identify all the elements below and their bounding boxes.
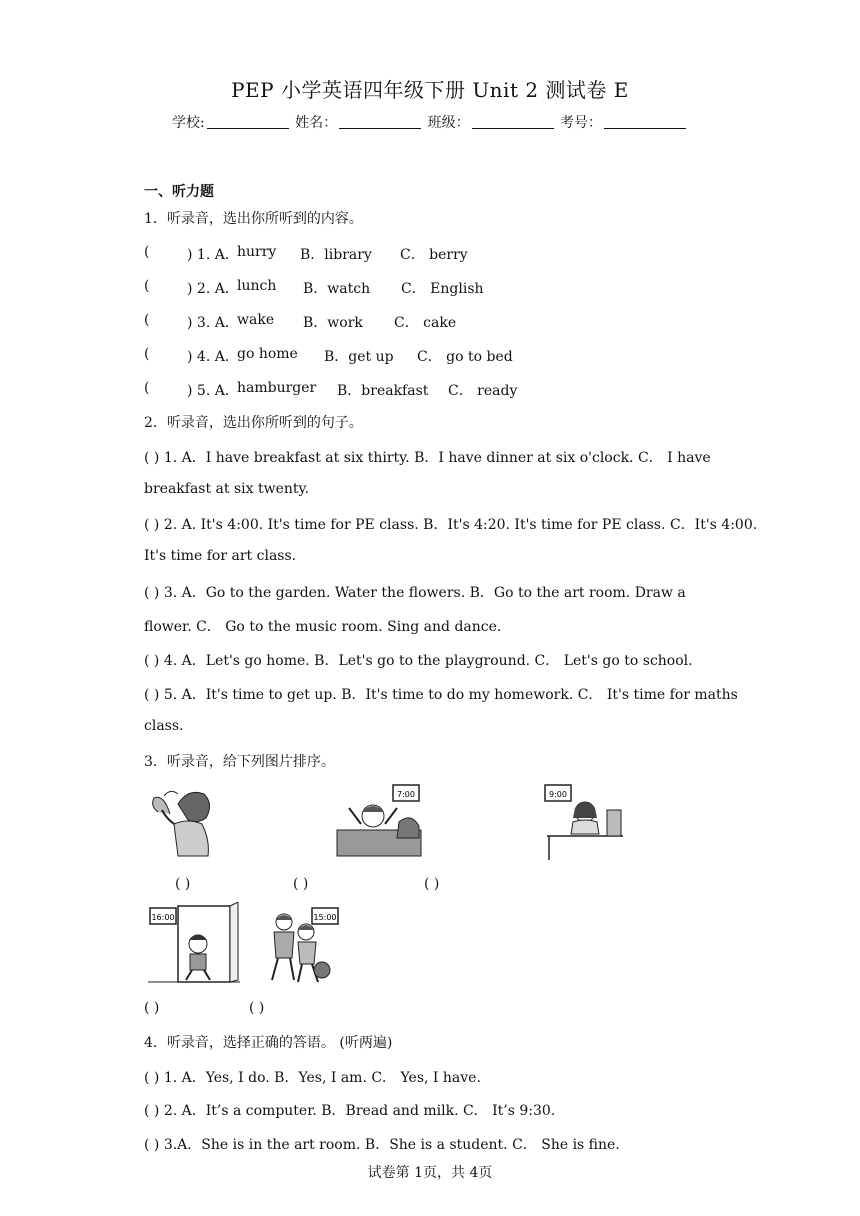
q1-option-c: C． ready <box>448 383 518 399</box>
q1-item-num: ) 3. A． <box>187 315 239 331</box>
q4-line: ( ) 3.A．She is in the art room. B．She is a student. C． She is fine. <box>144 1137 620 1153</box>
q2-line: flower. C． Go to the music room. Sing and dance. <box>144 619 502 635</box>
class-label: 班级： <box>427 115 470 131</box>
class-blank[interactable] <box>472 114 554 129</box>
reading-desk-picture <box>543 782 625 862</box>
q1-item-num: ) 1. A． <box>187 247 239 263</box>
school-label: 学校: <box>171 115 205 131</box>
q4-title: 4．听录音，选择正确的答语。 (听两遍) <box>144 1035 393 1051</box>
q2-line: breakfast at six twenty. <box>144 481 310 497</box>
q1-item-num: ) 5. A． <box>187 383 239 399</box>
q2-line: class. <box>144 718 184 734</box>
q1-option-c: C． cake <box>394 315 457 331</box>
picture-order-blank[interactable]: ( ) <box>424 876 440 892</box>
picture-order-blank[interactable]: ( ) <box>249 1000 265 1016</box>
picture-order-blank[interactable]: ( ) <box>293 876 309 892</box>
going-home-picture <box>146 902 242 984</box>
q2-line: It's time for art class. <box>144 548 297 564</box>
q1-option-b: B．watch <box>303 281 371 297</box>
q2-line: ( ) 1. A．I have breakfast at six thirty. B．I have dinner at six o'clock. C． I have <box>144 450 711 466</box>
q4-line: ( ) 2. A．It’s a computer. B．Bread and milk. C． It’s 9:30. <box>144 1103 556 1119</box>
washing-face-picture <box>148 784 218 860</box>
q1-option-a: hamburger <box>237 380 317 396</box>
q1-item-num: ) 4. A． <box>187 349 239 365</box>
clock-7-label: 7:00 <box>397 790 415 799</box>
q2-line: ( ) 3. A．Go to the garden. Water the flowers. B．Go to the art room. Draw a <box>144 585 686 601</box>
exam-no-label: 考号： <box>560 115 603 131</box>
clock-16-label: 16:00 <box>151 913 175 922</box>
q1-option-a: lunch <box>237 278 277 294</box>
student-info <box>0 112 860 132</box>
wake-up-picture <box>335 782 425 858</box>
q1-option-a: go home <box>237 346 298 362</box>
q3-title: 3．听录音，给下列图片排序。 <box>144 754 335 770</box>
q1-option-c: C． go to bed <box>417 349 513 365</box>
q1-option-b: B．breakfast <box>337 383 429 399</box>
clock-9-label: 9:00 <box>549 790 567 799</box>
q1-item-num: ) 2. A． <box>187 281 239 297</box>
q2-line: ( ) 2. A. It's 4:00. It's time for PE class. B．It's 4:20. It's time for PE class. C．It's 4:00. <box>144 517 758 533</box>
q4-line: ( ) 1. A．Yes, I do. B．Yes, I am. C． Yes, I have. <box>144 1070 481 1086</box>
q1-option-b: B．library <box>300 247 372 263</box>
q2-line: ( ) 5. A．It's time to get up. B．It's time to do my homework. C． It's time for maths <box>144 687 738 703</box>
q1-option-b: B．work <box>303 315 363 331</box>
playing-basketball-picture <box>262 904 342 986</box>
q2-title: 2．听录音，选出你所听到的句子。 <box>144 415 363 431</box>
q1-option-a: wake <box>237 312 275 328</box>
page-title: PEP 小学英语四年级下册 Unit 2 测试卷 E <box>231 78 629 102</box>
page-footer: 试卷第 1页，共 4页 <box>367 1165 493 1181</box>
q2-line: ( ) 4. A．Let's go home. B．Let's go to the playground. C． Let's go to school. <box>144 653 693 669</box>
q1-option-c: C． English <box>401 281 484 297</box>
picture-order-blank[interactable]: ( ) <box>175 876 191 892</box>
name-label: 姓名： <box>295 115 338 131</box>
q1-option-b: B．get up <box>324 349 394 365</box>
section-title-listening: 一、听力题 <box>144 184 214 200</box>
name-blank[interactable] <box>339 114 421 129</box>
picture-order-blank[interactable]: ( ) <box>144 1000 160 1016</box>
q1-title: 1．听录音，选出你所听到的内容。 <box>144 211 363 227</box>
clock-15-label: 15:00 <box>313 913 337 922</box>
exam-no-blank[interactable] <box>604 114 686 129</box>
school-blank[interactable] <box>207 114 289 129</box>
q1-option-a: hurry <box>237 244 277 260</box>
q1-option-c: C． berry <box>400 247 468 263</box>
